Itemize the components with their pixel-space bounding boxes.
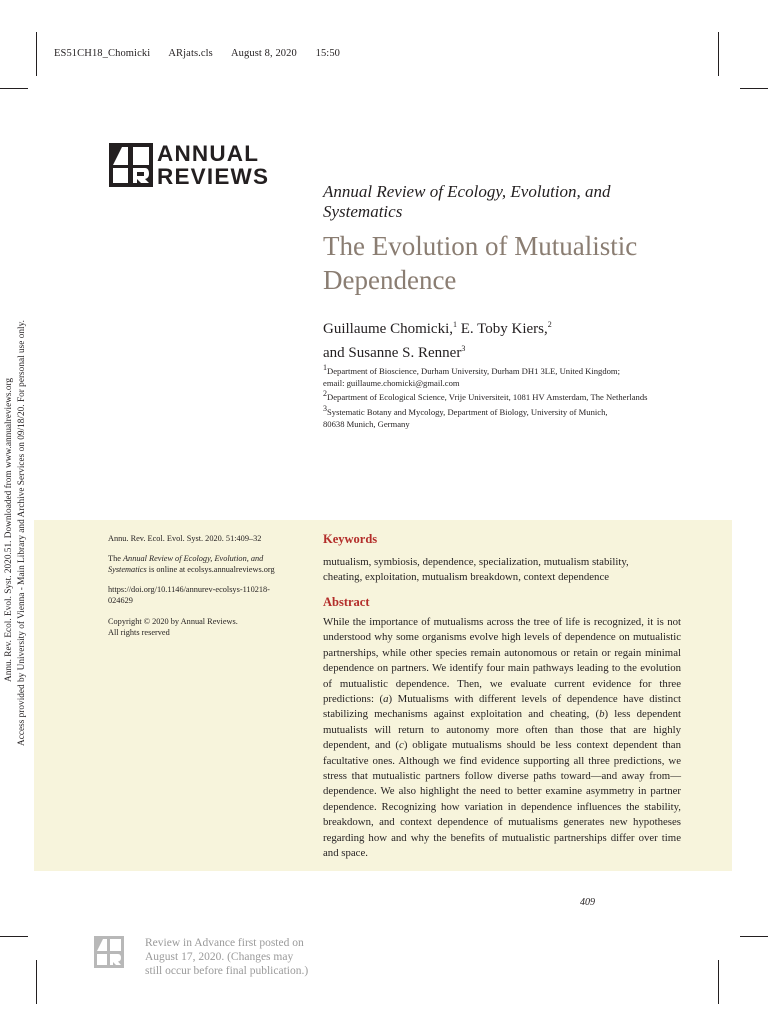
aff1-sup: 1 — [323, 363, 327, 372]
aff2-text: Department of Ecological Science, Vrije Universiteit, 1081 HV Amsterdam, The Netherlands — [327, 391, 648, 402]
copyright-note — [108, 616, 298, 638]
logo-line2: REVIEWS — [157, 164, 270, 189]
article-title: The Evolution of Mutualistic Dependence — [323, 231, 638, 295]
online-journal-2: Systematics — [108, 565, 147, 574]
abstract-part-2: ) Mutualisms with different levels of dependence have distinct stabilizing mechanisms against exploitation and cheating, ( — [323, 693, 681, 721]
download-note: Annu. Rev. Ecol. Evol. Syst. 2020.51. Downloaded from www.annualreviews.org — [4, 377, 14, 682]
review-in-advance-note — [145, 936, 345, 978]
crop-mark — [36, 32, 37, 76]
author-1: Guillaume Chomicki, — [323, 321, 453, 337]
aff3-sup: 3 — [323, 404, 327, 413]
page-number: 409 — [580, 897, 595, 908]
online-journal-1: Annual Review of Ecology, Evolution, and — [122, 554, 264, 563]
doi-link[interactable] — [108, 584, 298, 606]
online-note — [108, 553, 298, 575]
ar-footer-logo-icon — [94, 936, 124, 968]
aff3-line2: 80638 Munich, Germany — [323, 418, 410, 429]
online-pre: The — [108, 554, 123, 563]
copyright: Copyright © 2020 by Annual Reviews. — [108, 617, 238, 626]
logo-line1: ANNUAL — [157, 141, 260, 166]
crop-mark — [740, 936, 768, 937]
slug-time: 15:50 — [315, 48, 341, 59]
author-list — [323, 315, 703, 363]
author-1-sup: 1 — [452, 320, 457, 329]
abstract-heading: Abstract — [323, 595, 370, 609]
header-slug — [54, 48, 356, 59]
footer-line3: still occur before final publication.) — [145, 965, 309, 977]
keywords-line1: mutualism, symbiosis, dependence, specialization, mutualism stability, — [323, 556, 629, 568]
ar-logo-icon — [109, 143, 153, 187]
annual-reviews-logo — [109, 142, 269, 188]
abstract-part-3: ) less dependent mutualists will return to autonomy more often than those that are highly dependent, and ( — [323, 708, 681, 752]
slug-code: ES51CH18_Chomicki — [54, 48, 151, 59]
abstract-part-1: While the importance of mutualisms across the tree of life is recognized, it is not understood why some organisms evolve high levels of dependence on mutualistic partnerships, while other species remain autonomous or retain or regain minimal dependence on partners. We identify four main pathways leading to the evolution of mutualistic dependence. Then, we evaluate current evidence for three predictions: ( — [323, 616, 681, 706]
crop-mark — [718, 960, 719, 1004]
crop-mark — [0, 936, 28, 937]
slug-cls: ARjats.cls — [168, 48, 213, 59]
crop-mark — [36, 960, 37, 1004]
online-post: is online at ecolsys.annualreviews.org — [146, 565, 275, 574]
doi-line1[interactable]: https://doi.org/10.1146/annurev-ecolsys-110218- — [108, 585, 270, 594]
citation: Annu. Rev. Ecol. Evol. Syst. 2020. 51:409–32 — [108, 534, 262, 543]
journal-name: Annual Review of Ecology, Evolution, and Systematics — [323, 182, 611, 221]
keywords-text — [323, 555, 663, 584]
author-2-sup: 2 — [547, 320, 552, 329]
abstract-label-a: a — [383, 693, 389, 706]
footer-line1: Review in Advance first posted on — [145, 937, 304, 949]
author-3: and Susanne S. Renner — [323, 345, 462, 361]
keywords-heading: Keywords — [323, 532, 378, 546]
aff1-text: Department of Bioscience, Durham University, Durham DH1 3LE, United Kingdom; — [327, 365, 620, 376]
abstract-text — [323, 615, 681, 862]
access-note: Access provided by University of Vienna - Main Library and Archive Services on 09/18/20. For personal use only. — [17, 320, 27, 746]
affiliation-1 — [323, 362, 713, 389]
crop-mark — [718, 32, 719, 76]
rights: All rights reserved — [108, 628, 170, 637]
aff3-text: Systematic Botany and Mycology, Department of Biology, University of Munich, — [327, 406, 608, 417]
crop-mark — [740, 88, 768, 89]
footer-line2: August 17, 2020. (Changes may — [145, 951, 294, 963]
crop-mark — [0, 88, 28, 89]
author-2: E. Toby Kiers, — [456, 321, 548, 337]
affiliation-2 — [323, 388, 713, 403]
abstract-label-b: b — [599, 708, 605, 721]
abstract-label-c: c — [399, 739, 404, 752]
slug-date: August 8, 2020 — [231, 48, 297, 59]
abstract-part-4: ) obligate mutualisms should be less context dependent than facultative ones. Although we find evidence supporting all three predictions, we stress that mutualistic partners follow diverse paths toward—and away from—dependence. We also highlight the need to better examine asymmetry in partner dependence. Recognizing how variation in dependence influences the stability, breakdown, and context dependence of mutualisms generates new hypotheses regarding how and why the benefits of mutualistic partnerships differ over time and space. — [323, 739, 681, 860]
aff1-email: email: guillaume.chomicki@gmail.com — [323, 377, 460, 388]
aff2-sup: 2 — [323, 389, 327, 398]
author-3-sup: 3 — [461, 344, 466, 353]
keywords-line2: cheating, exploitation, mutualism breakdown, context dependence — [323, 570, 610, 583]
affiliation-3 — [323, 403, 713, 430]
logo-wordmark — [157, 142, 269, 188]
doi-line2[interactable]: 024629 — [108, 596, 133, 605]
